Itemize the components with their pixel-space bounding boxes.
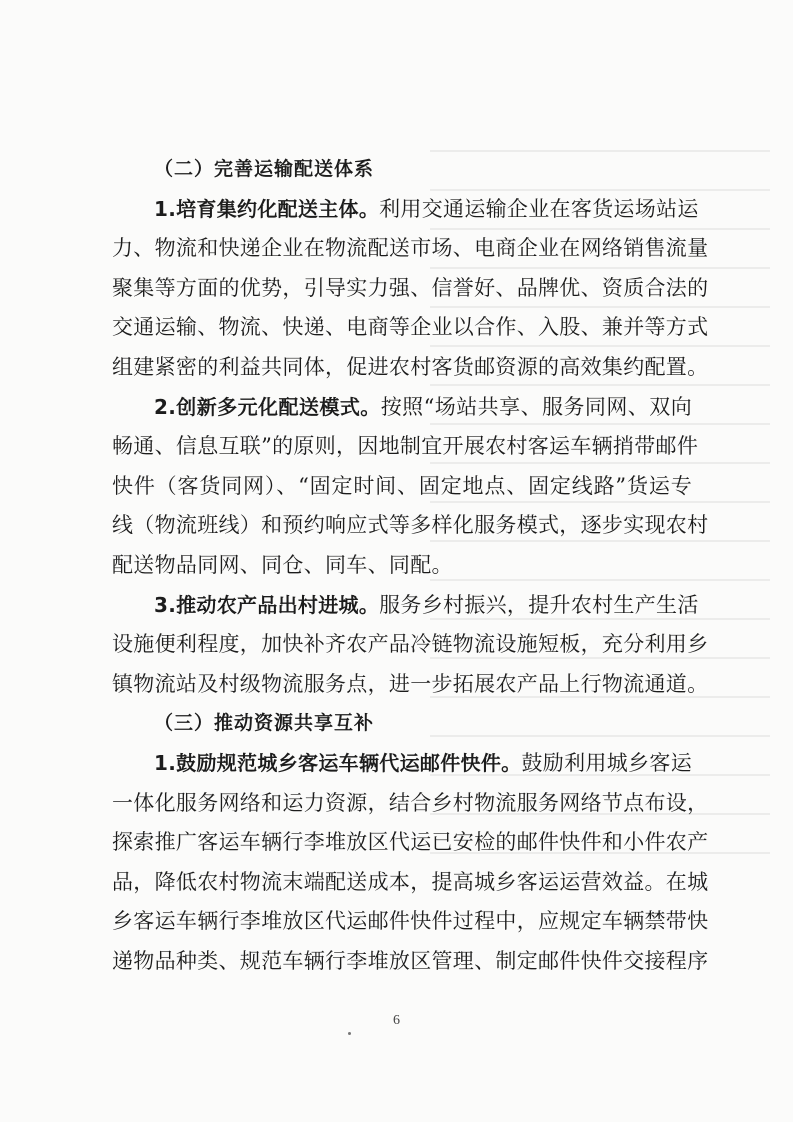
line-text: 利用交通运输企业在客货运场站运 (379, 196, 699, 221)
paragraph-line: 递物品种类、规范车辆行李堆放区管理、制定邮件快件交接程序 (112, 948, 709, 973)
item-title: 2.创新多元化配送模式。 (154, 394, 381, 419)
paragraph-line: 配送物品同网、同仓、同车、同配。 (112, 552, 453, 577)
paragraph-line: 一体化服务网络和运力资源，结合乡村物流服务网络节点布设， (112, 790, 709, 815)
paragraph-line: 线（物流班线）和预约响应式等多样化服务模式，逐步实现农村 (112, 513, 709, 538)
line-text: 鼓励利用城乡客运 (521, 750, 692, 775)
paragraph-line (112, 388, 692, 428)
paragraph-line: 镇物流站及村级物流服务点，进一步拓展农产品上行物流通道。 (112, 671, 709, 696)
body-text (112, 150, 709, 981)
paragraph-line: 探索推广客运车辆行李堆放区代运已安检的邮件快件和小件农产 (112, 830, 709, 855)
paragraph-line: 组建紧密的利益共同体，促进农村客货邮资源的高效集约配置。 (112, 354, 709, 379)
section-heading: （三）推动资源共享互补 (154, 712, 375, 735)
paragraph-line: 乡客运车辆行李堆放区代运邮件快件过程中，应规定车辆禁带快 (112, 909, 709, 934)
section-heading: （二）完善运输配送体系 (154, 158, 375, 180)
paragraph-line: 畅通、信息互联”的原则，因地制宜开展农村客运车辆捎带邮件 (112, 434, 699, 459)
scan-speck (348, 1032, 351, 1035)
item-title: 3.推动农产品出村进城。 (154, 592, 380, 617)
paragraph-line: 力、物流和快递企业在物流配送市场、电商企业在网络销售流量 (112, 236, 709, 261)
line-text: 按照“场站共享、服务同网、双向 (380, 394, 692, 419)
paragraph-line: 品，降低农村物流末端配送成本，提高城乡客运运营效益。在城 (112, 869, 709, 894)
paragraph-line (112, 190, 699, 230)
item-title: 1.鼓励规范城乡客运车辆代运邮件快件。 (154, 750, 522, 775)
paragraph-line: 聚集等方面的优势，引导实力强、信誉好、品牌优、资质合法的 (112, 275, 709, 300)
paragraph-line: 快件（客货同网）、“固定时间、固定地点、固定线路”货运专 (112, 473, 692, 498)
page-number: 6 (393, 1013, 400, 1028)
paragraph-line (112, 744, 692, 784)
paragraph-line: 交通运输、物流、快递、电商等企业以合作、入股、兼并等方式 (112, 315, 709, 340)
line-text: 服务乡村振兴，提升农村生产生活 (379, 592, 699, 617)
item-title: 1.培育集约化配送主体。 (154, 196, 380, 221)
paragraph-line (112, 586, 699, 626)
paragraph-line: 设施便利程度，加快补齐农产品冷链物流设施短板，充分利用乡 (112, 632, 709, 657)
